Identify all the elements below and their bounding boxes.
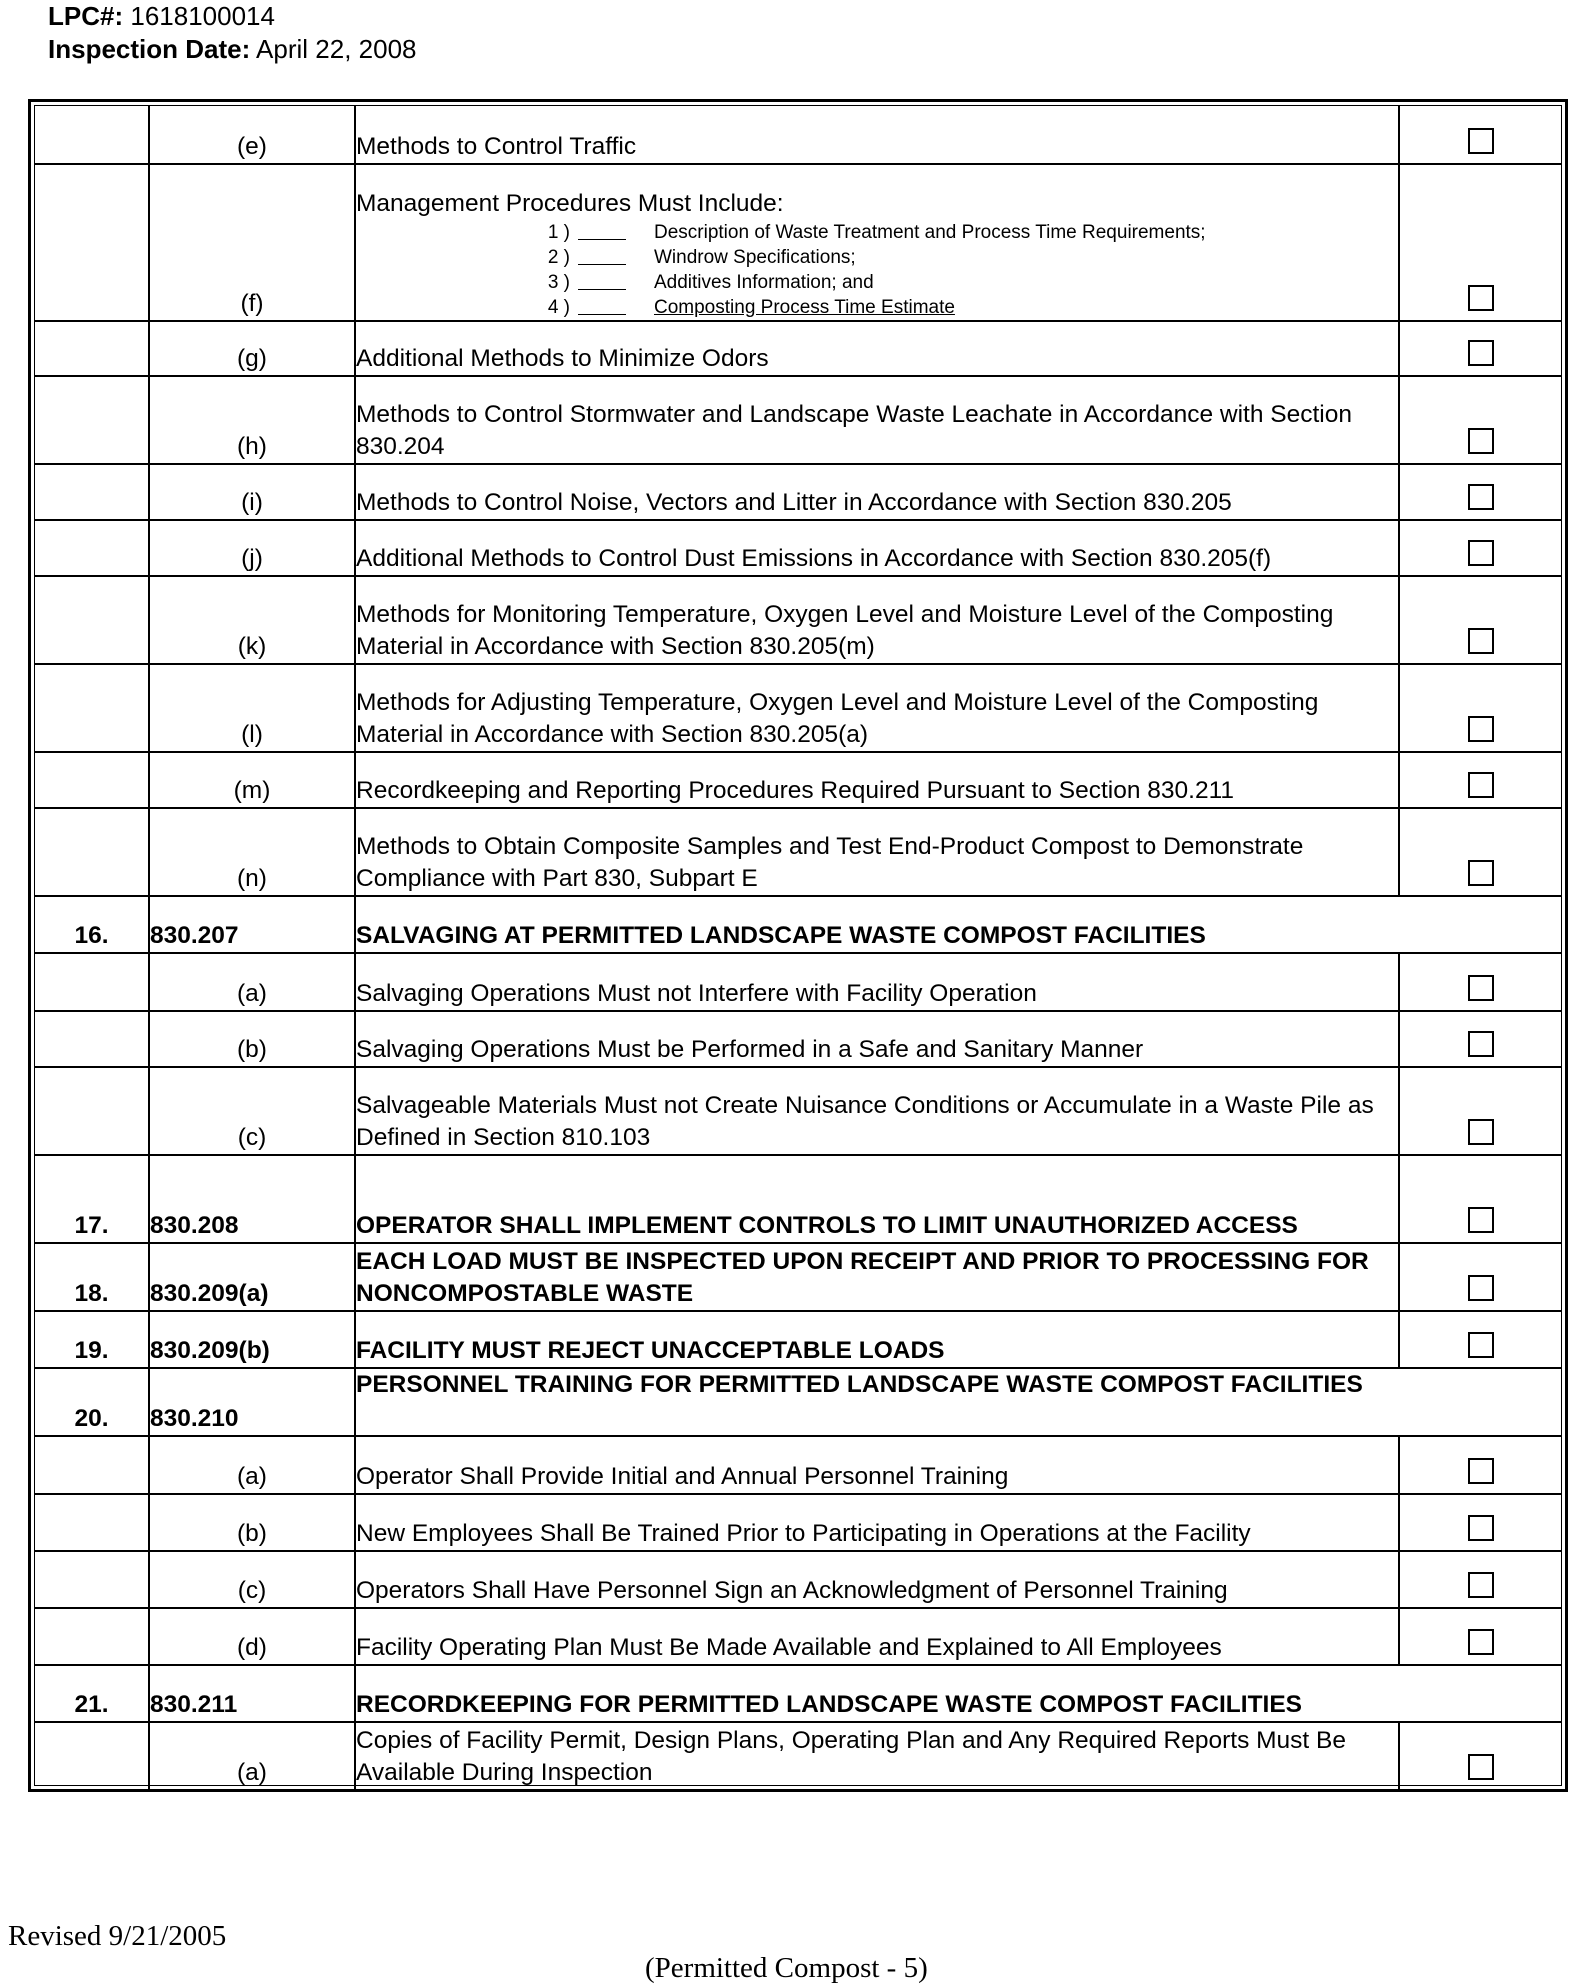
checklist-row [35,896,1561,953]
inspection-date-value: April 22, 2008 [256,34,417,64]
checklist-row [35,1436,1561,1494]
requirement-text: SALVAGING AT PERMITTED LANDSCAPE WASTE COMPOST FACILITIES [355,896,1561,953]
section-ref: 830.210 [149,1368,355,1436]
lpc-label: LPC#: [48,1,124,31]
requirement-text [355,164,1399,321]
requirement-text: Additional Methods to Control Dust Emissions in Accordance with Section 830.205(f) [355,520,1399,576]
compliance-checkbox[interactable] [1468,772,1494,798]
requirement-text: Salvaging Operations Must not Interfere with Facility Operation [355,953,1399,1011]
procedure-subitem [356,295,1398,320]
requirement-text: Methods to Obtain Composite Samples and Test End-Product Compost to Demonstrate Compliance with Part 830, Subpart E [355,808,1399,896]
checklist-row [35,1494,1561,1551]
section-ref: (c) [149,1067,355,1155]
section-ref: (f) [149,164,355,321]
item-number: 18. [35,1243,149,1311]
checkbox-cell [1399,520,1561,576]
item-number [35,164,149,321]
lpc-value: 1618100014 [130,1,275,31]
subitem-blank-line[interactable] [578,245,626,265]
section-ref: (a) [149,1722,355,1790]
subitem-blank-line[interactable] [578,270,626,290]
page-header [48,0,417,66]
requirement-text: Salvaging Operations Must be Performed in a Safe and Sanitary Manner [355,1011,1399,1067]
checklist-row [35,1311,1561,1368]
requirement-text: RECORDKEEPING FOR PERMITTED LANDSCAPE WASTE COMPOST FACILITIES [355,1665,1561,1722]
requirement-text: Methods for Adjusting Temperature, Oxygen Level and Moisture Level of the Composting Material in Accordance with Section 830.205(a) [355,664,1399,752]
requirement-text: Additional Methods to Minimize Odors [355,321,1399,376]
compliance-checkbox[interactable] [1468,1629,1494,1655]
inspection-date-label: Inspection Date: [48,34,251,64]
subitem-number: 3 ) [547,272,570,293]
checklist-row [35,1665,1561,1722]
compliance-checkbox[interactable] [1468,1031,1494,1057]
revised-date: Revised 9/21/2005 [8,1920,227,1952]
section-ref: (k) [149,576,355,664]
item-number [35,664,149,752]
compliance-checkbox[interactable] [1468,285,1494,311]
checklist-row [35,808,1561,896]
compliance-checkbox[interactable] [1468,975,1494,1001]
compliance-checkbox[interactable] [1468,1207,1494,1233]
checklist-row [35,576,1561,664]
item-number [35,321,149,376]
subitem-text: Windrow Specifications; [654,247,856,268]
section-ref: (a) [149,953,355,1011]
requirement-text: Methods for Monitoring Temperature, Oxygen Level and Moisture Level of the Composting Material in Accordance with Section 830.205(m) [355,576,1399,664]
section-ref: (g) [149,321,355,376]
compliance-checkbox[interactable] [1468,716,1494,742]
checkbox-cell [1399,376,1561,464]
item-number [35,376,149,464]
section-ref: (a) [149,1436,355,1494]
checkbox-cell [1399,808,1561,896]
requirement-text: Copies of Facility Permit, Design Plans, Operating Plan and Any Required Reports Must Be Available During Inspection [355,1722,1399,1790]
checkbox-cell [1399,1722,1561,1790]
procedures-title: Management Procedures Must Include: [356,190,784,217]
checkbox-cell [1399,164,1561,321]
item-number [35,1011,149,1067]
item-number: 16. [35,896,149,953]
checkbox-cell [1399,752,1561,808]
checklist-row [35,106,1561,164]
checklist-row [35,1608,1561,1665]
requirement-text: Methods to Control Stormwater and Landscape Waste Leachate in Accordance with Section 830.204 [355,376,1399,464]
checkbox-cell [1399,106,1561,164]
checkbox-cell [1399,321,1561,376]
section-ref: 830.211 [149,1665,355,1722]
requirement-text: Recordkeeping and Reporting Procedures Required Pursuant to Section 830.211 [355,752,1399,808]
section-ref: (h) [149,376,355,464]
item-number [35,752,149,808]
checklist-row [35,664,1561,752]
checklist-row [35,953,1561,1011]
item-number [35,1551,149,1608]
checkbox-cell [1399,1243,1561,1311]
compliance-checkbox[interactable] [1468,1572,1494,1598]
checklist-table [35,106,1561,1791]
subitem-text: Composting Process Time Estimate [654,297,955,318]
subitem-number: 4 ) [547,297,570,318]
requirement-text: Methods to Control Traffic [355,106,1399,164]
item-number [35,953,149,1011]
checklist-inner-frame [34,105,1562,1786]
checkbox-cell [1399,1155,1561,1243]
section-ref: (c) [149,1551,355,1608]
subitem-blank-line[interactable] [578,295,626,315]
checklist-row [35,321,1561,376]
compliance-checkbox[interactable] [1468,1754,1494,1780]
checkbox-cell [1399,1436,1561,1494]
item-number: 19. [35,1311,149,1368]
subitem-number: 1 ) [547,222,570,243]
procedure-subitem [356,270,1398,295]
requirement-text: PERSONNEL TRAINING FOR PERMITTED LANDSCAPE WASTE COMPOST FACILITIES [355,1368,1561,1436]
page-label: (Permitted Compost - 5) [645,1952,928,1984]
section-ref: (b) [149,1011,355,1067]
checklist-row [35,1722,1561,1790]
section-ref: (e) [149,106,355,164]
compliance-checkbox[interactable] [1468,1275,1494,1301]
checkbox-cell [1399,664,1561,752]
requirement-text: Salvageable Materials Must not Create Nuisance Conditions or Accumulate in a Waste Pile as Defined in Section 810.103 [355,1067,1399,1155]
compliance-checkbox[interactable] [1468,1332,1494,1358]
checkbox-cell [1399,576,1561,664]
subitem-text: Additives Information; and [654,272,874,293]
checklist-row [35,164,1561,321]
requirement-text: Methods to Control Noise, Vectors and Litter in Accordance with Section 830.205 [355,464,1399,520]
subitem-text: Description of Waste Treatment and Process Time Requirements; [654,222,1206,243]
checklist-rows [35,106,1561,1790]
compliance-checkbox[interactable] [1468,484,1494,510]
section-ref: 830.208 [149,1155,355,1243]
compliance-checkbox[interactable] [1468,628,1494,654]
requirement-text: Operator Shall Provide Initial and Annual Personnel Training [355,1436,1399,1494]
checkbox-cell [1399,1011,1561,1067]
section-ref: (l) [149,664,355,752]
checklist-row [35,1155,1561,1243]
subitem-blank-line[interactable] [578,220,626,240]
checkbox-cell [1399,1551,1561,1608]
section-ref: (b) [149,1494,355,1551]
compliance-checkbox[interactable] [1468,340,1494,366]
item-number [35,106,149,164]
item-number [35,1608,149,1665]
requirement-text: FACILITY MUST REJECT UNACCEPTABLE LOADS [355,1311,1399,1368]
requirement-text: New Employees Shall Be Trained Prior to Participating in Operations at the Facility [355,1494,1399,1551]
checklist-row [35,520,1561,576]
procedure-subitem [356,245,1398,270]
section-ref: (m) [149,752,355,808]
checklist-row [35,1011,1561,1067]
checkbox-cell [1399,464,1561,520]
checkbox-cell [1399,1067,1561,1155]
item-number: 20. [35,1368,149,1436]
checklist-row [35,1551,1561,1608]
checklist-row [35,464,1561,520]
item-number [35,464,149,520]
checklist-row [35,1243,1561,1311]
checklist-frame [28,99,1568,1792]
checklist-row [35,1368,1561,1436]
item-number [35,808,149,896]
requirement-text: EACH LOAD MUST BE INSPECTED UPON RECEIPT AND PRIOR TO PROCESSING FOR NONCOMPOSTABLE WASTE [355,1243,1399,1311]
item-number [35,1436,149,1494]
lpc-line [48,0,417,33]
checklist-row [35,376,1561,464]
checkbox-cell [1399,1494,1561,1551]
procedure-subitem [356,220,1398,245]
item-number: 17. [35,1155,149,1243]
section-ref: (n) [149,808,355,896]
inspection-date-line [48,33,417,66]
requirement-text: OPERATOR SHALL IMPLEMENT CONTROLS TO LIMIT UNAUTHORIZED ACCESS [355,1155,1399,1243]
checkbox-cell [1399,953,1561,1011]
checkbox-cell [1399,1608,1561,1665]
item-number: 21. [35,1665,149,1722]
compliance-checkbox[interactable] [1468,540,1494,566]
compliance-checkbox[interactable] [1468,1119,1494,1145]
compliance-checkbox[interactable] [1468,1458,1494,1484]
subitem-number: 2 ) [547,247,570,268]
section-ref: (i) [149,464,355,520]
compliance-checkbox[interactable] [1468,1515,1494,1541]
section-ref: 830.209(a) [149,1243,355,1311]
compliance-checkbox[interactable] [1468,428,1494,454]
item-number [35,1494,149,1551]
section-ref: 830.207 [149,896,355,953]
item-number [35,520,149,576]
section-ref: (j) [149,520,355,576]
item-number [35,576,149,664]
requirement-text: Operators Shall Have Personnel Sign an Acknowledgment of Personnel Training [355,1551,1399,1608]
compliance-checkbox[interactable] [1468,860,1494,886]
item-number [35,1067,149,1155]
requirement-text: Facility Operating Plan Must Be Made Available and Explained to All Employees [355,1608,1399,1665]
checklist-row [35,1067,1561,1155]
item-number [35,1722,149,1790]
section-ref: 830.209(b) [149,1311,355,1368]
compliance-checkbox[interactable] [1468,128,1494,154]
section-ref: (d) [149,1608,355,1665]
checklist-row [35,752,1561,808]
checkbox-cell [1399,1311,1561,1368]
